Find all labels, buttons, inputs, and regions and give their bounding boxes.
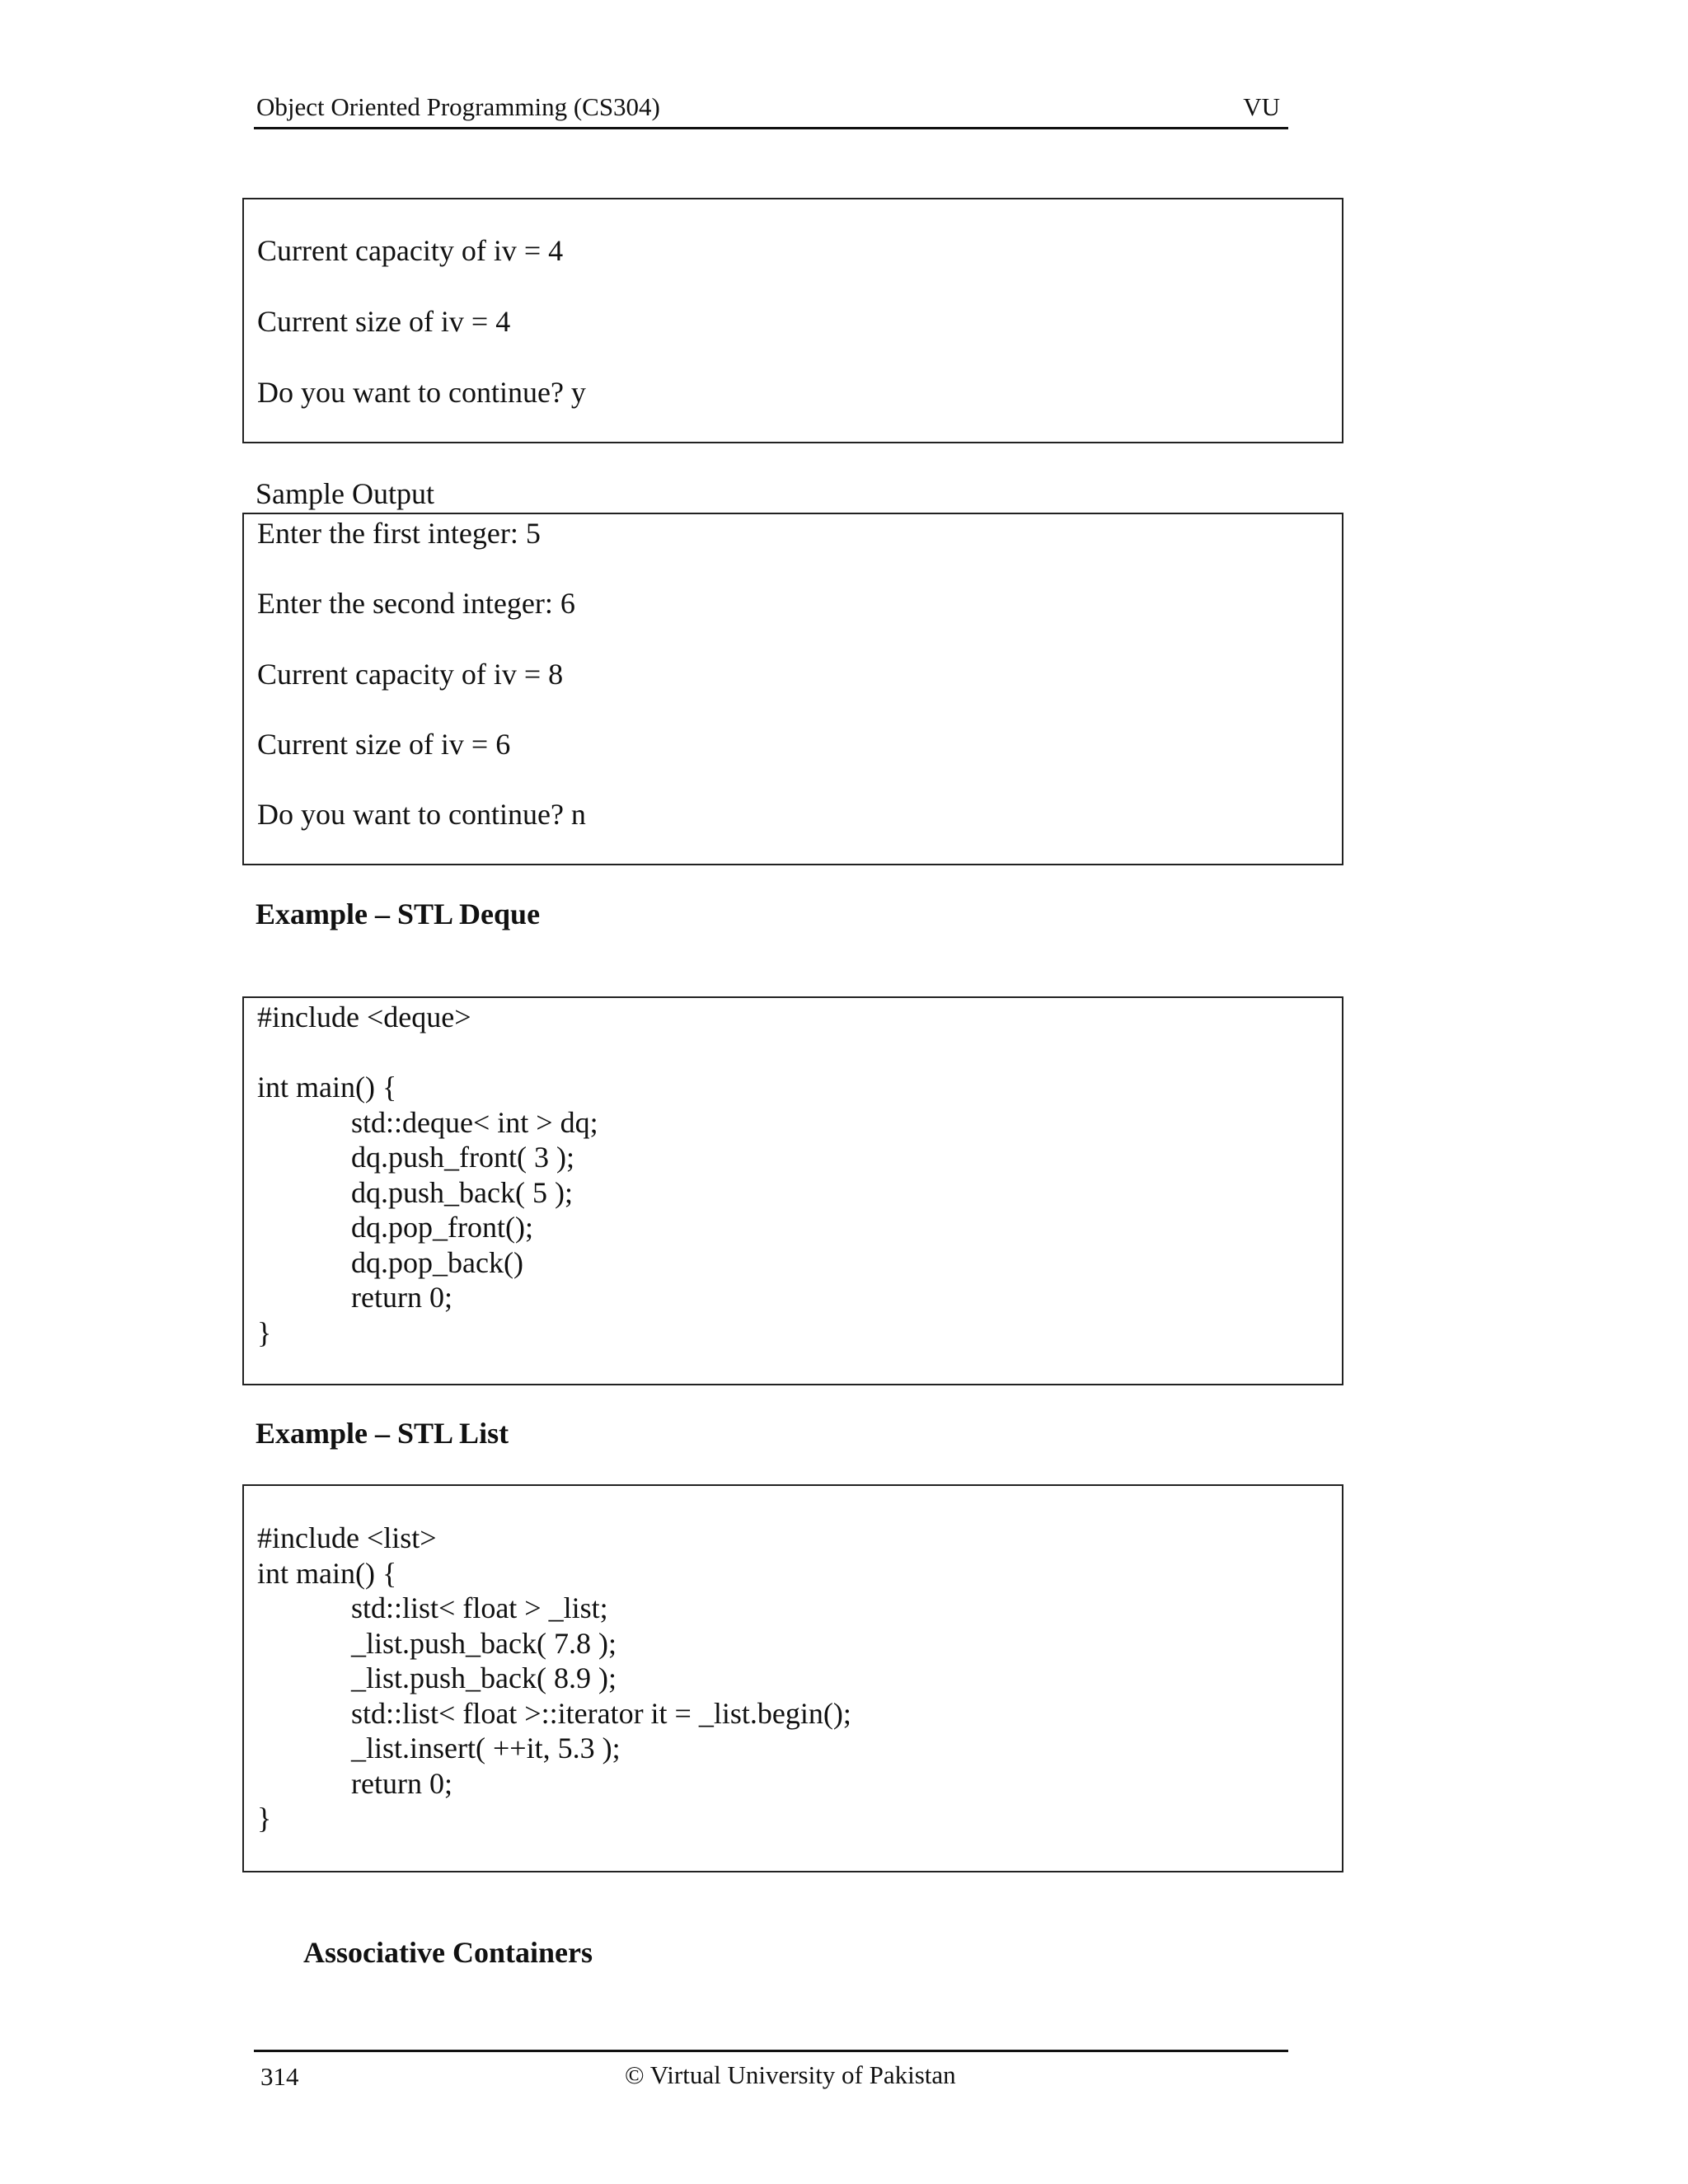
output-line: Enter the second integer: 6 (257, 587, 575, 620)
sample-output-label: Sample Output (256, 477, 434, 510)
output-box-2 (242, 513, 1343, 865)
code-line: dq.push_back( 5 ); (351, 1176, 573, 1209)
header-vu: VU (1243, 92, 1280, 121)
copyright: © Virtual University of Pakistan (625, 2060, 956, 2089)
code-line: #include <list> (257, 1521, 437, 1554)
header-title: Object Oriented Programming (CS304) (256, 92, 660, 121)
code-line: return 0; (351, 1767, 452, 1800)
code-line: std::list< float > _list; (351, 1591, 608, 1624)
output-line: Current size of iv = 4 (257, 305, 511, 338)
code-line: std::list< float >::iterator it = _list.begin(); (351, 1697, 851, 1730)
code-line: #include <deque> (257, 1001, 471, 1033)
output-line: Current capacity of iv = 8 (257, 658, 564, 691)
code-line: _list.push_back( 8.9 ); (351, 1661, 617, 1694)
output-line: Current capacity of iv = 4 (257, 234, 564, 267)
output-line: Do you want to continue? y (257, 376, 586, 409)
deque-heading: Example – STL Deque (256, 898, 541, 930)
code-line: _list.push_back( 7.8 ); (351, 1627, 617, 1660)
code-line: std::deque< int > dq; (351, 1106, 598, 1139)
code-line: int main() { (257, 1071, 397, 1104)
list-code-box (242, 1484, 1343, 1872)
code-line: dq.pop_front(); (351, 1211, 533, 1244)
output-line: Enter the first integer: 5 (257, 517, 541, 550)
output-box-1 (242, 198, 1343, 443)
deque-code-box (242, 996, 1343, 1385)
associative-heading: Associative Containers (303, 1936, 593, 1969)
code-line: dq.push_front( 3 ); (351, 1141, 574, 1174)
code-line: return 0; (351, 1281, 452, 1314)
code-line: } (257, 1802, 272, 1835)
page-footer (254, 2050, 1288, 2102)
output-line: Current size of iv = 6 (257, 728, 511, 761)
list-heading: Example – STL List (256, 1417, 509, 1450)
page-header (254, 89, 1288, 129)
page-number: 314 (260, 2062, 299, 2091)
code-line: _list.insert( ++it, 5.3 ); (351, 1732, 621, 1765)
code-line: dq.pop_back() (351, 1246, 523, 1279)
code-line: int main() { (257, 1557, 397, 1590)
code-line: } (257, 1316, 272, 1349)
output-line: Do you want to continue? n (257, 798, 586, 831)
